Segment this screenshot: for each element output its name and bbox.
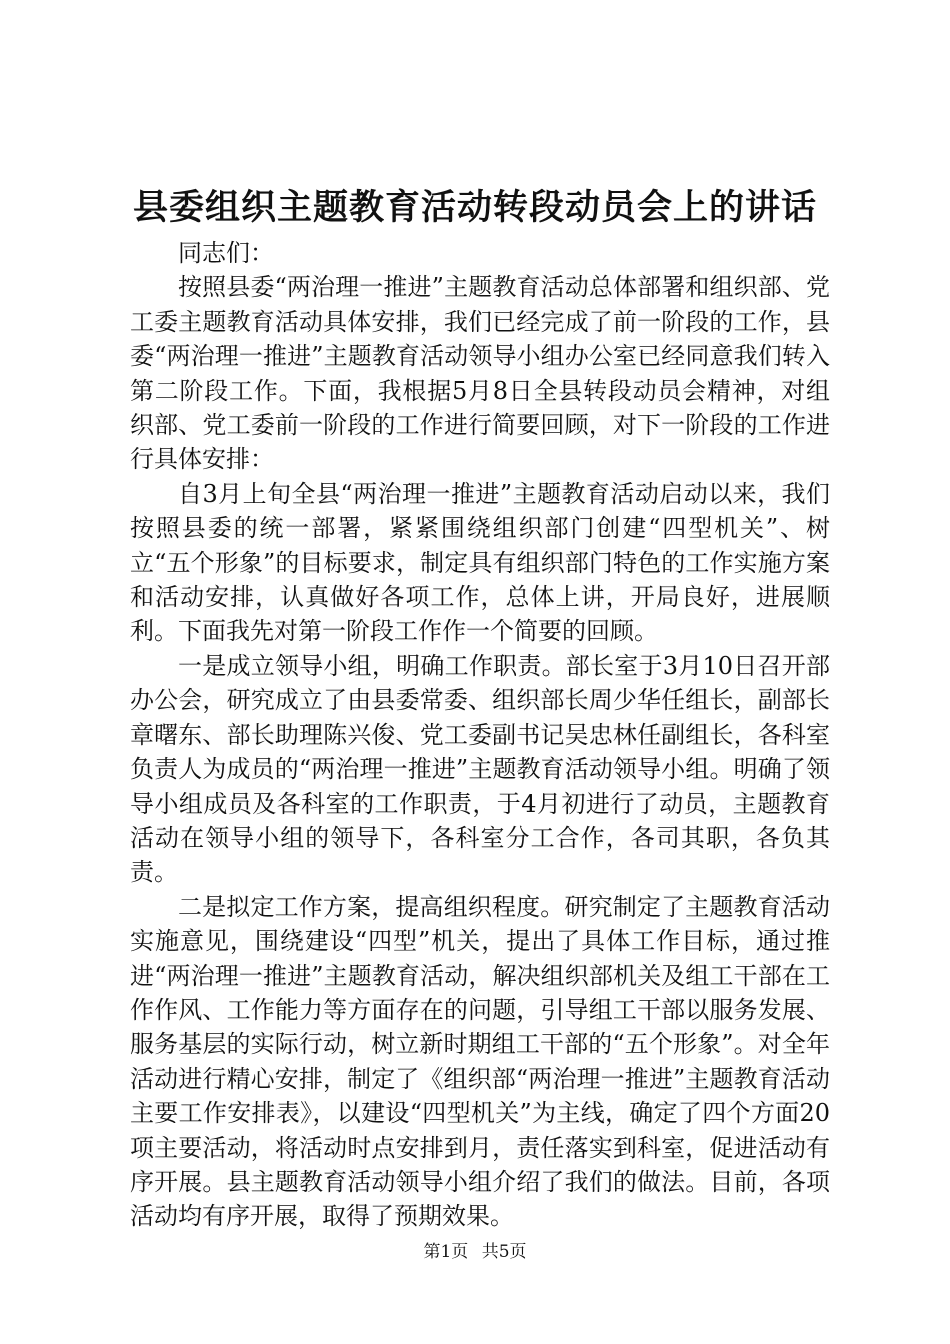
page-total: 共5页 (481, 1242, 527, 1262)
point-two-paragraph: 二是拟定工作方案，提高组织程度。研究制定了主题教育活动实施意见，围绕建设“四型”机关，提出了具体工作目标，通过推进“两治理一推进”主题教育活动，解决组织部机关及组工干部在工作作风、工作能力等方面存在的问题，引导组工干部以服务发展、服务基层的实际行动，树立新时期组工干部的“五个形象”。对全年活动进行精心安排，制定了《组织部“两治理一推进”主题教育活动主要工作安排表》，以建设“四型机关”为主线，确定了四个方面20项主要活动，将活动时点安排到月，责任落实到科室，促进活动有序开展。县主题教育活动领导小组介绍了我们的做法。目前，各项活动均有序开展，取得了预期效果。 (130, 892, 830, 1231)
review-paragraph: 自3月上旬全县“两治理一推进”主题教育活动启动以来，我们按照县委的统一部署，紧紧围绕组织部门创建“四型机关”、树立“五个形象”的目标要求，制定具有组织部门特色的工作实施方案和活动安排，认真做好各项工作，总体上讲，开局良好，进展顺利。下面我先对第一阶段工作作一个简要的回顾。 (130, 479, 830, 646)
page-number: 第1页 (423, 1242, 469, 1262)
document-title: 县委组织主题教育活动转段动员会上的讲话 (132, 187, 817, 228)
page-footer (0, 1240, 950, 1264)
document-body (130, 236, 830, 1234)
intro-paragraph: 按照县委“两治理一推进”主题教育活动总体部署和组织部、党工委主题教育活动具体安排，我们已经完成了前一阶段的工作，县委“两治理一推进”主题教育活动领导小组办公室已经同意我们转入第二阶段工作。下面，我根据5月8日全县转段动员会精神，对组织部、党工委前一阶段的工作进行简要回顾，对下一阶段的工作进行具体安排： (130, 273, 830, 474)
salutation-paragraph: 同志们： (178, 239, 274, 267)
point-one-paragraph: 一是成立领导小组，明确工作职责。部长室于3月10日召开部办公会，研究成立了由县委常委、组织部长周少华任组长，副部长章曙东、部长助理陈兴俊、党工委副书记吴忠林任副组长，各科室负责人为成员的“两治理一推进”主题教育活动领导小组。明确了领导小组成员及各科室的工作职责，于4月初进行了动员，主题教育活动在领导小组的领导下，各科室分工合作，各司其职，各负其责。 (130, 651, 830, 887)
